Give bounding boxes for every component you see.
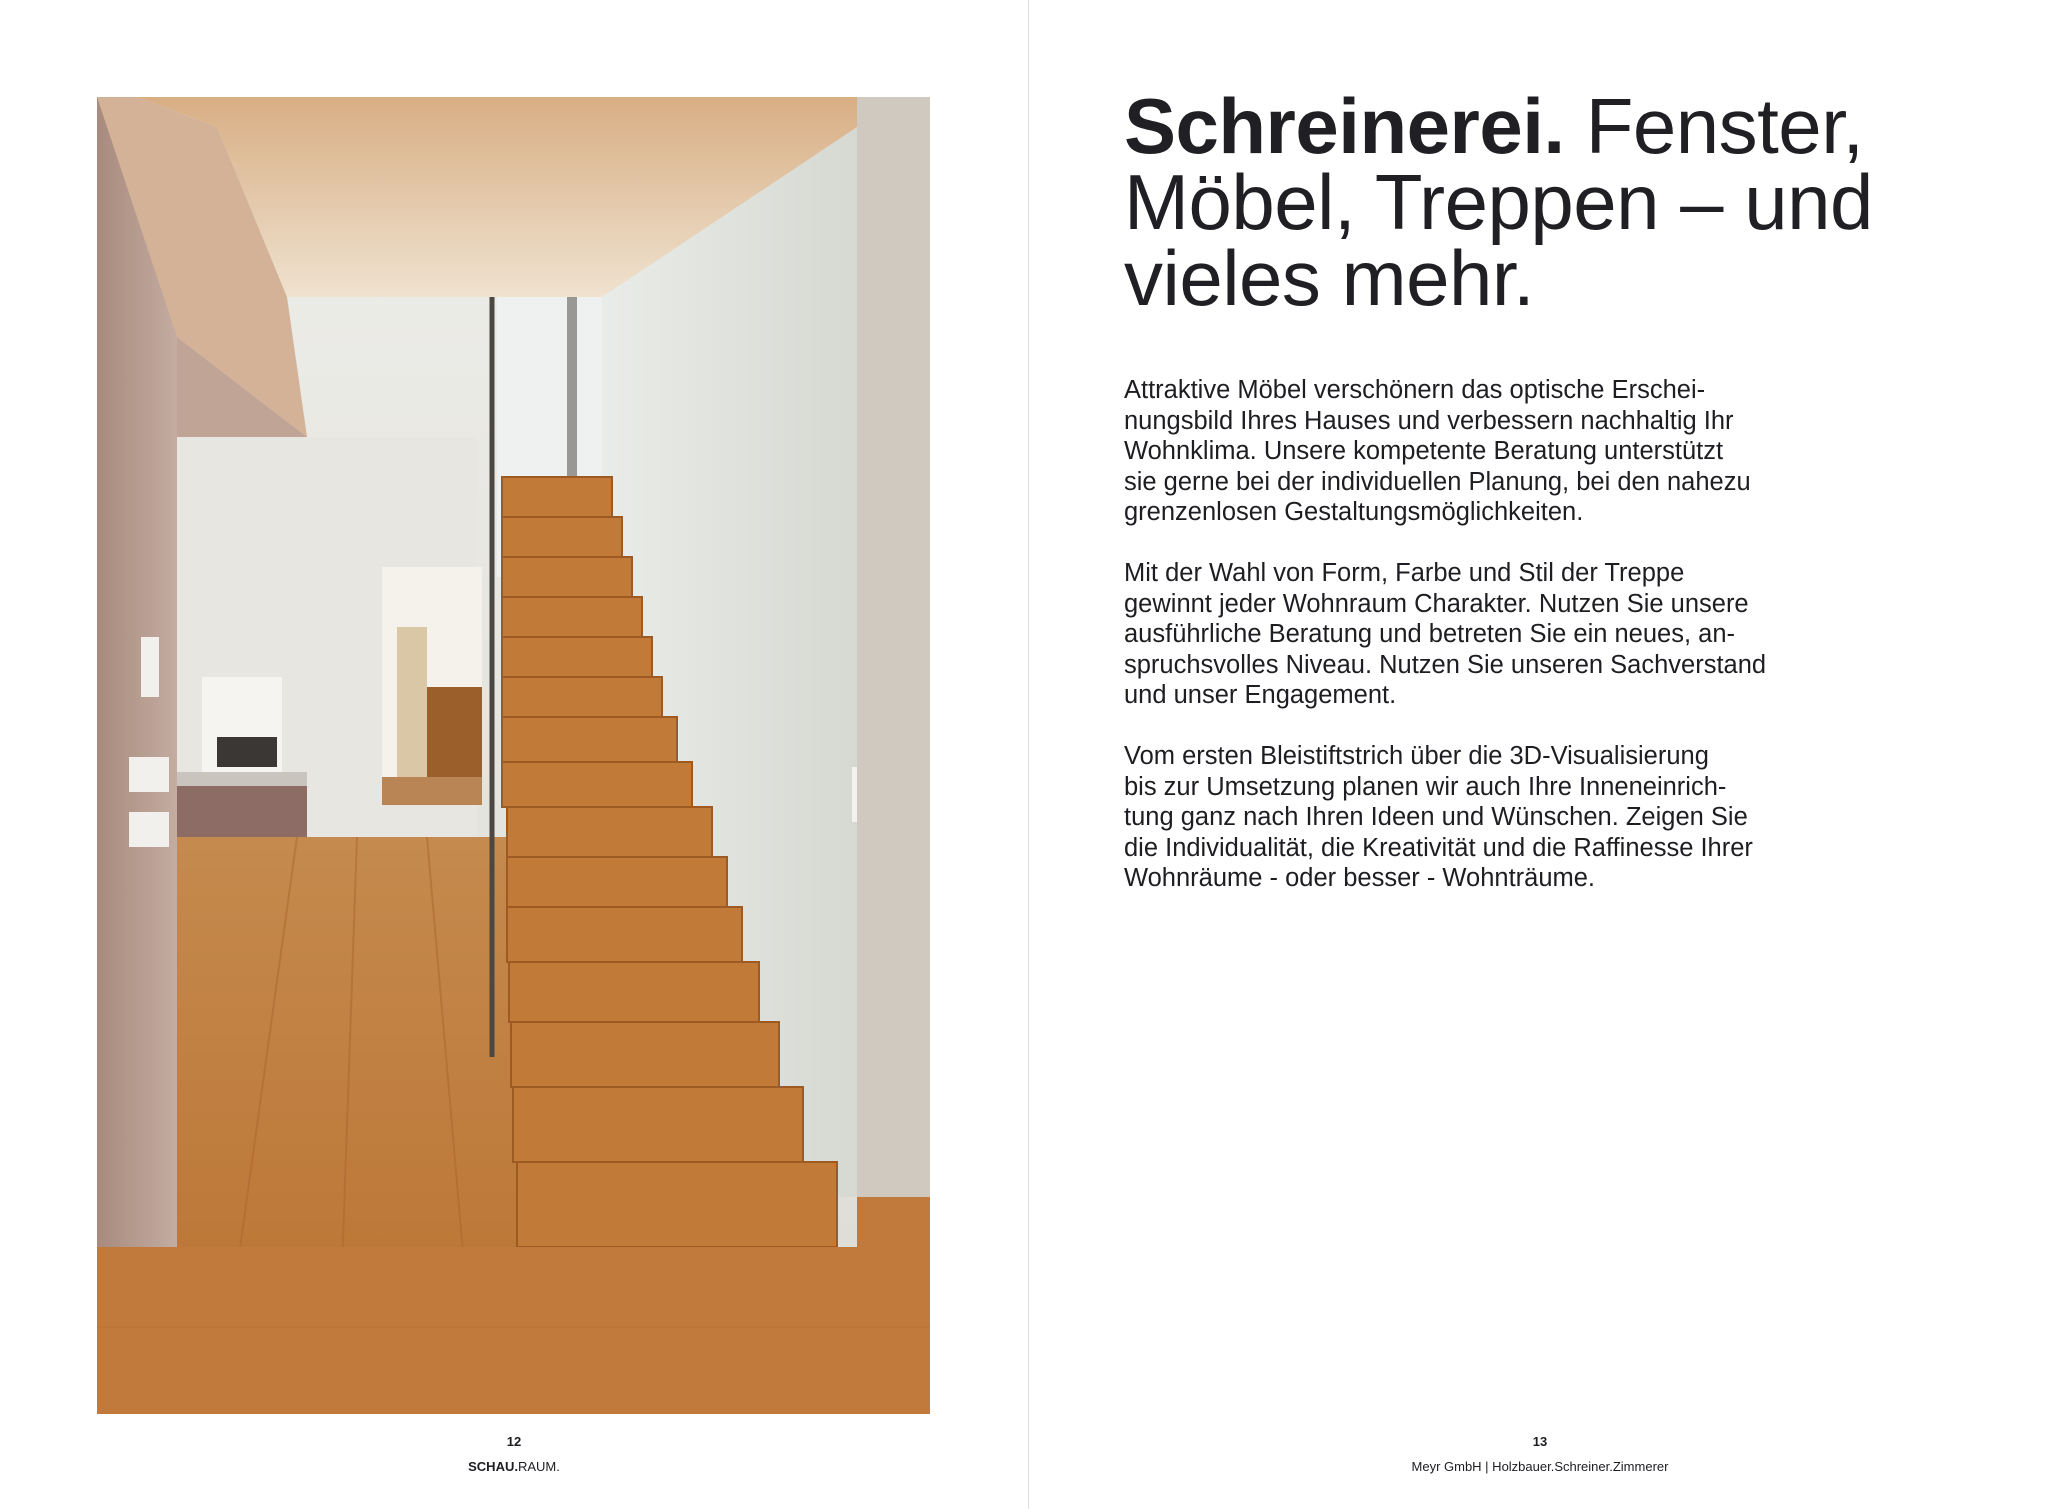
paragraph-2-line: gewinnt jeder Wohnraum Charakter. Nutzen Sie unsere	[1124, 589, 1749, 618]
paragraph-2	[1124, 558, 1844, 711]
paragraph-1-line: grenzenlosen Gestaltungsmöglichkeiten.	[1124, 498, 1584, 526]
headline-line-3: vieles mehr.	[1124, 234, 1535, 322]
paragraph-2-line: und unser Engagement.	[1124, 681, 1397, 709]
paragraph-1	[1124, 375, 1844, 528]
body-text	[1124, 375, 1844, 924]
footer-right	[1300, 1434, 1780, 1475]
headline-line-2: Möbel, Treppen – und	[1124, 158, 1873, 246]
headline-line-1	[1124, 82, 1984, 170]
page-number-left: 12	[506, 1434, 522, 1449]
paragraph-2-line: Mit der Wahl von Form, Farbe und Stil der Treppe	[1124, 559, 1685, 587]
paragraph-3-line: Wohnräume - oder besser - Wohnträume.	[1124, 864, 1596, 892]
footer-left	[414, 1434, 614, 1475]
staircase-photo	[97, 97, 930, 1414]
paragraph-1-line: Wohnklima. Unsere kompetente Beratung unterstützt	[1124, 437, 1724, 465]
footer-right-caption: Meyr GmbH | Holzbauer.Schreiner.Zimmerer	[1411, 1459, 1669, 1474]
paragraph-3-line: Vom ersten Bleistiftstrich über die 3D-Visualisierung	[1124, 742, 1709, 770]
paragraph-3-line: tung ganz nach Ihren Ideen und Wünschen. Zeigen Sie	[1124, 803, 1748, 831]
paragraph-3-line: bis zur Umsetzung planen wir auch Ihre Inneneinrich-	[1124, 772, 1727, 801]
caption-bold: SCHAU.	[468, 1459, 518, 1474]
paragraph-1-line: sie gerne bei der individuellen Planung, bei den nahezu	[1124, 467, 1751, 496]
paragraph-1-line: nungsbild Ihres Hauses und verbessern nachhaltig Ihr	[1124, 406, 1734, 435]
headline-bold: Schreinerei.	[1124, 82, 1565, 170]
page-number-right: 13	[1532, 1434, 1548, 1449]
headline	[1124, 82, 1984, 322]
paragraph-1-line: Attraktive Möbel verschönern das optische Erschei-	[1124, 376, 1706, 404]
paragraph-2-line: spruchsvolles Niveau. Nutzen Sie unseren Sachverstand	[1124, 650, 1767, 679]
paragraph-3-line: die Individualität, die Kreativität und die Raffinesse Ihrer	[1124, 833, 1753, 862]
paragraph-2-line: ausführliche Beratung und betreten Sie ein neues, an-	[1124, 620, 1736, 648]
caption-rest: RAUM.	[517, 1459, 560, 1474]
headline-line-1-rest: Fenster,	[1564, 82, 1864, 170]
paragraph-3	[1124, 741, 1844, 894]
footer-left-caption	[414, 1459, 614, 1475]
page-spread-divider	[1028, 0, 1029, 1509]
